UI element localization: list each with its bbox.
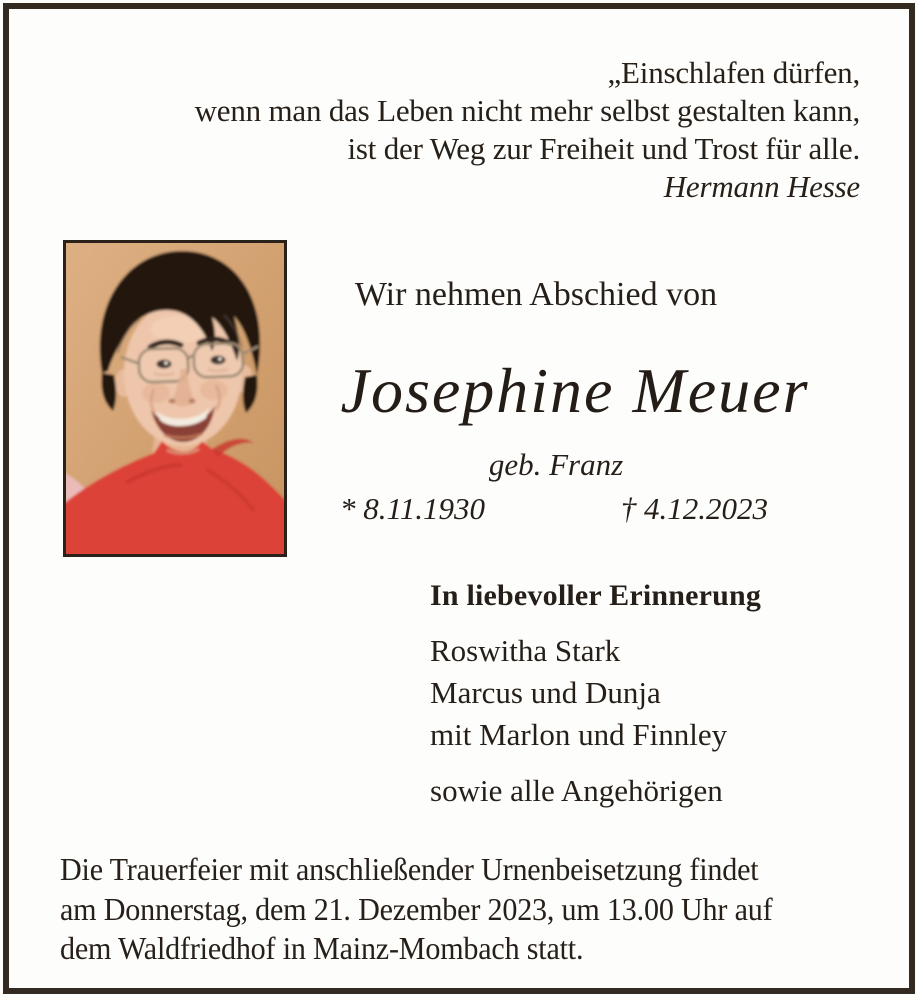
quote-line: ist der Weg zur Freiheit und Trost für alle. [347, 131, 860, 166]
birth-date: * 8.11.1930 [340, 491, 485, 526]
funeral-line: am Donnerstag, dem 21. Dezember 2023, um 13.00 Uhr auf [60, 890, 773, 927]
portrait-photo [63, 240, 287, 557]
portrait-illustration [66, 243, 284, 554]
quote-block [60, 54, 860, 206]
quote-attribution: Hermann Hesse [663, 169, 860, 204]
mourner-name: mit Marlon und Finnley [430, 717, 728, 752]
mourners-heading: In liebevoller Erinnerung [430, 579, 762, 612]
quote-line: „Einschlafen dürfen, [607, 55, 860, 90]
funeral-line: dem Waldfriedhof in Mainz-Mombach statt. [60, 930, 584, 966]
farewell-intro: Wir nehmen Abschied von [354, 276, 718, 313]
death-date: † 4.12.2023 [620, 491, 768, 526]
deceased-name: Josephine Meuer [340, 355, 810, 426]
life-dates [340, 490, 768, 528]
quote-line: wenn man das Leben nicht mehr selbst gestalten kann, [194, 93, 860, 128]
mourner-name: Roswitha Stark [430, 633, 621, 668]
funeral-info [60, 850, 772, 969]
mourners-closing: sowie alle Angehörigen [430, 773, 723, 808]
mourner-name: Marcus und Dunja [430, 675, 661, 710]
funeral-line: Die Trauerfeier mit anschließender Urnenbeisetzung findet [60, 851, 759, 887]
maiden-name: geb. Franz [488, 447, 624, 482]
mourners-block [430, 578, 761, 812]
